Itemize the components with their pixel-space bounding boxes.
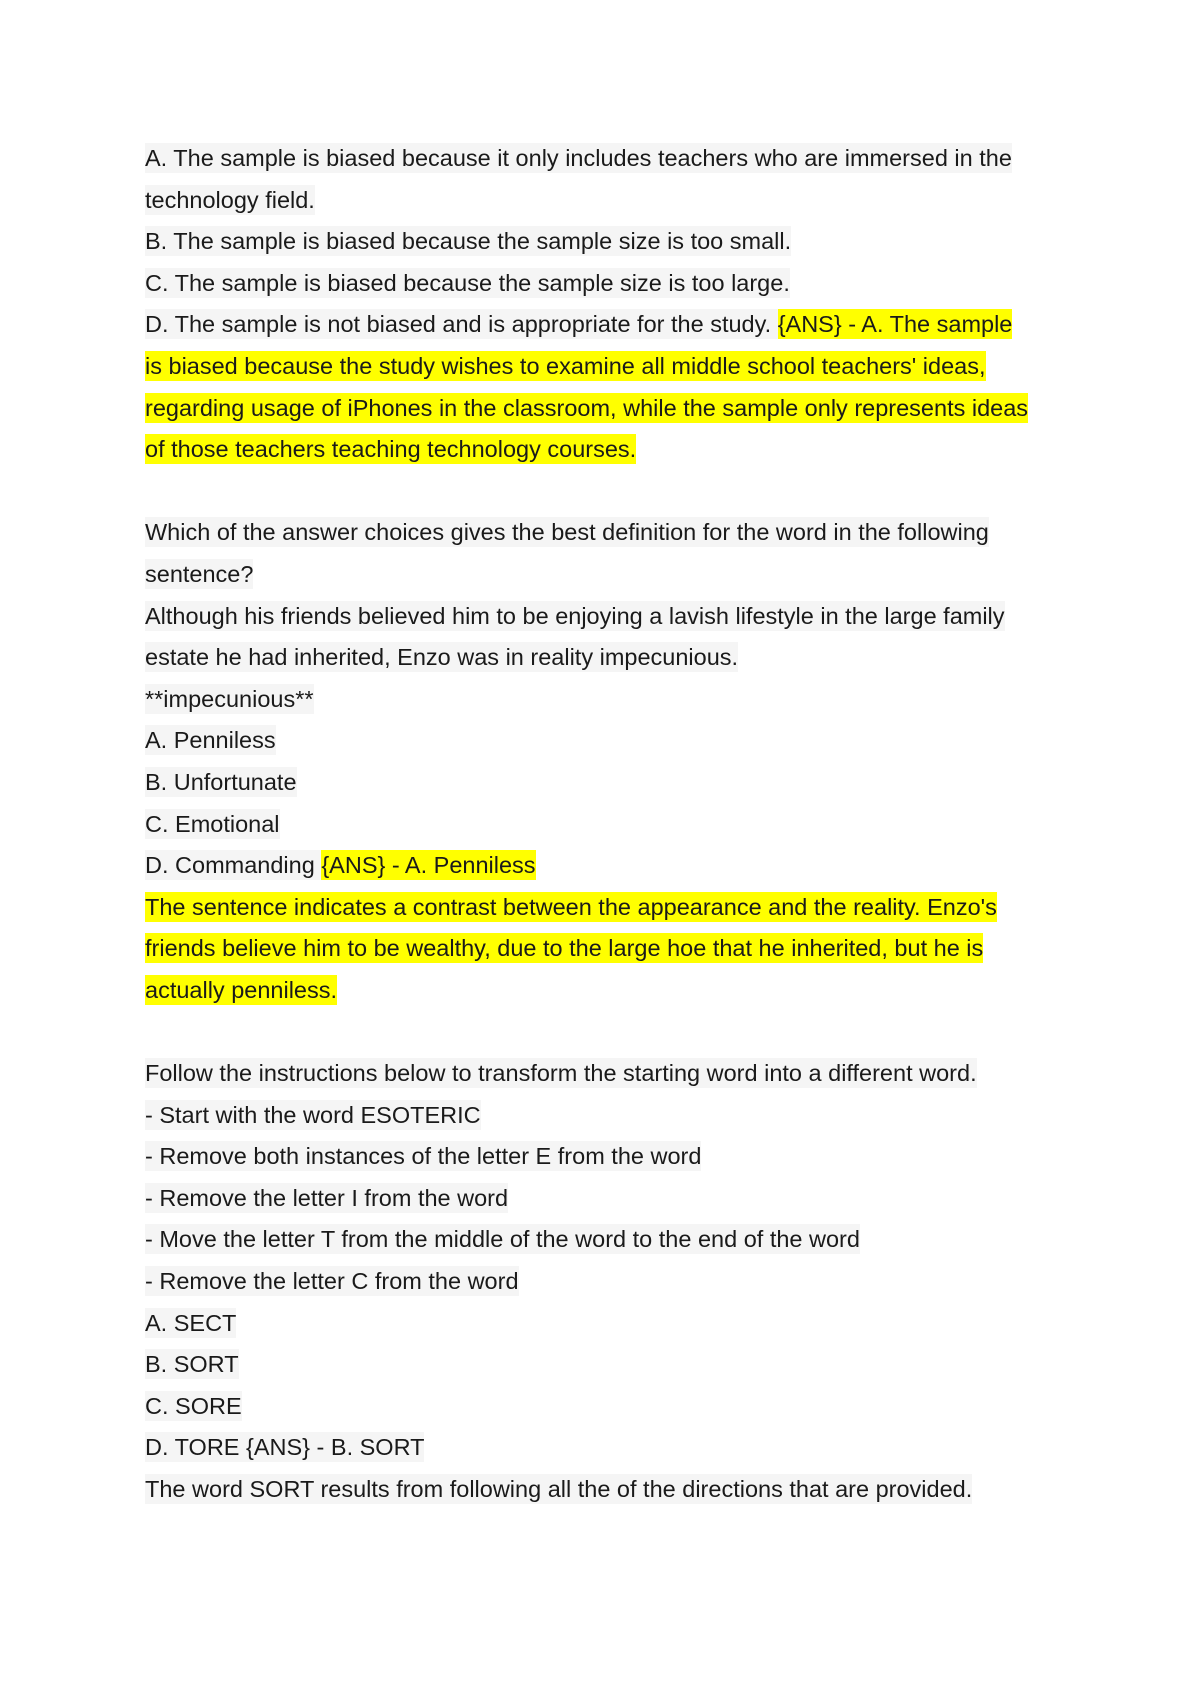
text-line: [145, 1053, 1065, 1095]
text-line: [145, 554, 1065, 596]
text-line: [145, 1136, 1065, 1178]
answer-highlight-text: friends believe him to be wealthy, due to the large hoe that he inherited, but he is: [145, 935, 984, 962]
text-line: [145, 1178, 1065, 1220]
body-text: technology field.: [145, 186, 315, 213]
text-line: [145, 720, 1065, 762]
body-text: D. TORE {ANS} - B. SORT: [145, 1434, 425, 1461]
text-line: [145, 679, 1065, 721]
paragraph-gap: [145, 1011, 1065, 1053]
text-line: [145, 1303, 1065, 1345]
body-text: - Remove both instances of the letter E from the word: [145, 1143, 702, 1170]
body-text: A. SECT: [145, 1309, 237, 1336]
question-block: [145, 138, 1065, 471]
body-text: D. The sample is not biased and is appropriate for the study.: [145, 311, 778, 338]
body-text: - Remove the letter C from the word: [145, 1268, 519, 1295]
text-line: [145, 138, 1065, 180]
answer-highlight-text: of those teachers teaching technology courses.: [145, 436, 637, 463]
text-line: [145, 1386, 1065, 1428]
text-line: [145, 1469, 1065, 1511]
text-line: [145, 180, 1065, 222]
text-line: [145, 263, 1065, 305]
text-line: [145, 845, 1065, 887]
body-text: B. The sample is biased because the sample size is too small.: [145, 228, 792, 255]
answer-highlight-text: regarding usage of iPhones in the classroom, while the sample only represents ideas: [145, 394, 1029, 421]
text-line: [145, 1219, 1065, 1261]
body-text: C. Emotional: [145, 810, 280, 837]
question-block: [145, 1053, 1065, 1511]
text-line: [145, 429, 1065, 471]
text-line: [145, 1427, 1065, 1469]
text-line: [145, 1261, 1065, 1303]
text-line: [145, 512, 1065, 554]
text-line: [145, 804, 1065, 846]
text-line: [145, 928, 1065, 970]
body-text: The word SORT results from following all the of the directions that are provided.: [145, 1476, 973, 1502]
body-text: A. Penniless: [145, 727, 276, 754]
answer-highlight-text: actually penniless.: [145, 976, 338, 1003]
text-line: [145, 637, 1065, 679]
text-line: [145, 762, 1065, 804]
answer-highlight-text: {ANS} - A. Penniless: [321, 852, 536, 879]
body-text: - Remove the letter I from the word: [145, 1184, 509, 1211]
document-page: [145, 138, 1065, 1511]
answer-highlight-text: is biased because the study wishes to examine all middle school teachers' ideas,: [145, 352, 986, 379]
body-text: Which of the answer choices gives the best definition for the word in the following: [145, 519, 989, 546]
body-text: Follow the instructions below to transform the starting word into a different word.: [145, 1060, 977, 1087]
answer-highlight-text: The sentence indicates a contrast between the appearance and the reality. Enzo's: [145, 893, 997, 920]
paragraph-gap: [145, 471, 1065, 513]
text-line: [145, 887, 1065, 929]
body-text: **impecunious**: [145, 685, 314, 712]
text-line: [145, 346, 1065, 388]
body-text: C. The sample is biased because the sample size is too large.: [145, 269, 790, 296]
text-line: [145, 1344, 1065, 1386]
body-text: D. Commanding: [145, 852, 322, 879]
body-text: B. SORT: [145, 1351, 239, 1378]
body-text: C. SORE: [145, 1392, 242, 1419]
text-line: [145, 1095, 1065, 1137]
text-line: [145, 970, 1065, 1012]
body-text: - Move the letter T from the middle of the word to the end of the word: [145, 1226, 860, 1253]
body-text: B. Unfortunate: [145, 768, 297, 795]
text-line: [145, 596, 1065, 638]
text-line: [145, 221, 1065, 263]
text-line: [145, 304, 1065, 346]
answer-highlight-text: {ANS} - A. The sample: [777, 311, 1013, 338]
question-block: [145, 512, 1065, 1011]
body-text: A. The sample is biased because it only includes teachers who are immersed in the: [145, 145, 1012, 171]
body-text: sentence?: [145, 560, 254, 587]
text-line: [145, 388, 1065, 430]
body-text: estate he had inherited, Enzo was in reality impecunious.: [145, 644, 739, 671]
body-text: - Start with the word ESOTERIC: [145, 1101, 481, 1128]
body-text: Although his friends believed him to be enjoying a lavish lifestyle in the large family: [145, 602, 1005, 629]
